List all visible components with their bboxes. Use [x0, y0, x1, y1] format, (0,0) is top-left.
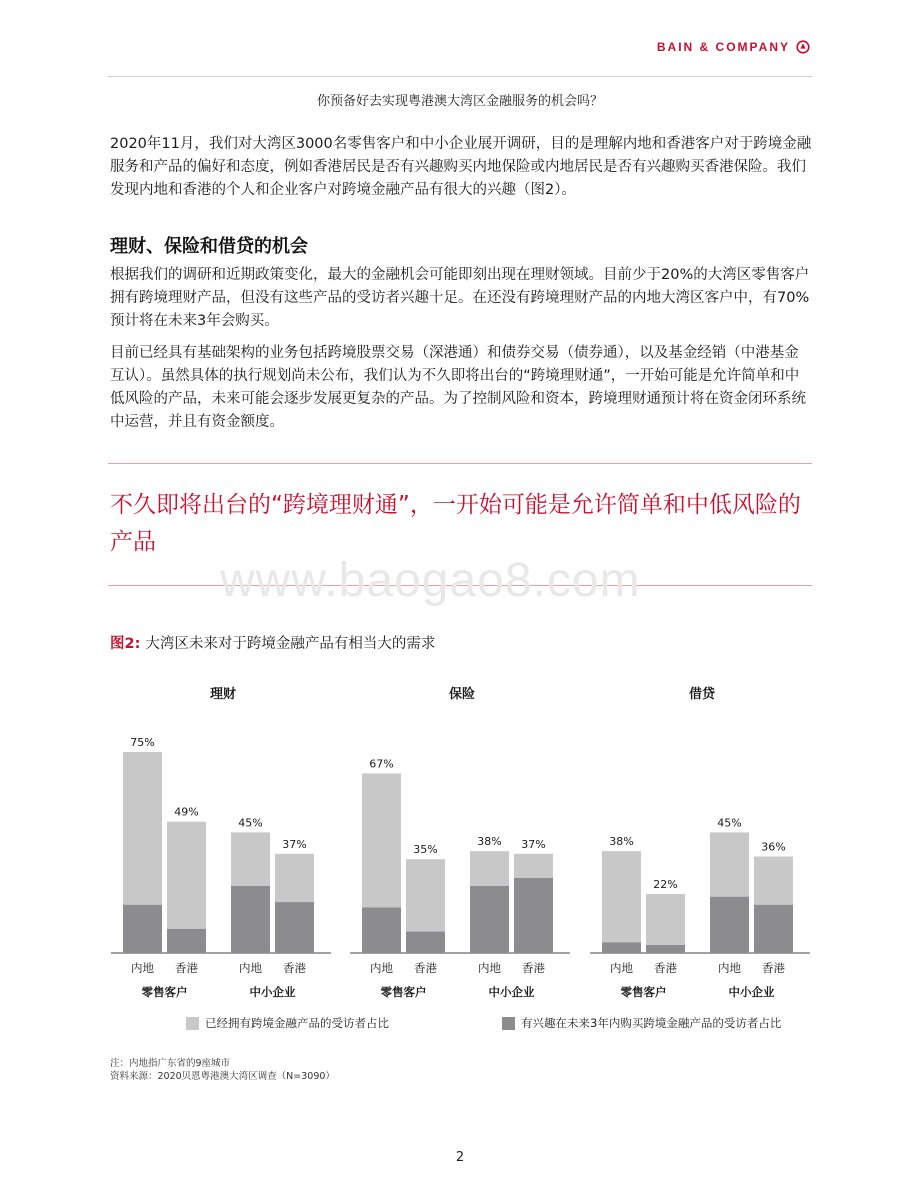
bain-logo-icon	[796, 40, 810, 54]
figure-title-text: 大湾区未来对于跨境金融产品有相当大的需求	[145, 636, 436, 652]
legend-label-owned: 已经拥有跨境金融产品的受访者占比	[205, 1016, 389, 1030]
brand-header	[657, 40, 810, 54]
chart-notes	[110, 1057, 335, 1083]
bar-segment-owned	[646, 945, 685, 953]
bar-category-label: 香港	[414, 961, 437, 975]
source-text: 资料来源：2020贝恩粤港澳大湾区调查（N=3090）	[110, 1071, 335, 1082]
bar-segment-interested	[123, 752, 162, 905]
legend-swatch-owned	[186, 1017, 199, 1030]
bar-value-label: 49%	[174, 805, 199, 819]
legend-label-interested: 有兴趣在未来3年内购买跨境金融产品的受访者占比	[521, 1016, 782, 1030]
bar-category-label: 香港	[283, 961, 306, 975]
header-divider	[108, 76, 812, 77]
bar-segment-owned	[275, 902, 314, 953]
bar-segment-owned	[514, 878, 553, 953]
bar-segment-interested	[754, 857, 793, 905]
bar-segment-interested	[710, 832, 749, 896]
bar-segment-owned	[754, 905, 793, 953]
bar-category-label: 香港	[762, 961, 785, 975]
bar-category-label: 内地	[370, 961, 393, 975]
bar-segment-owned	[470, 886, 509, 953]
legend-owned	[186, 1015, 389, 1031]
bar-value-label: 45%	[717, 816, 742, 830]
bar-segment-interested	[514, 854, 553, 878]
bar-segment-interested	[406, 859, 445, 931]
callout-divider-top	[108, 463, 812, 464]
panel-title: 理财	[209, 687, 237, 702]
bar-value-label: 35%	[413, 843, 438, 857]
bar-segment-interested	[231, 832, 270, 886]
stacked-bar-chart	[0, 660, 920, 1005]
panel-title: 借贷	[688, 687, 716, 702]
bar-segment-owned	[167, 929, 206, 953]
group-label: 零售客户	[141, 985, 188, 999]
body-paragraph-1: 根据我们的调研和近期政策变化，最大的金融机会可能即刻出现在理财领域。目前少于20%的大湾区零售客户拥有跨境理财产品，但没有这些产品的受访者兴趣十足。在还没有跨境理财产品的内地大湾区客户中，有70%预计将在未来3年会购买。	[110, 267, 810, 329]
bar-segment-owned	[362, 907, 401, 953]
intro-paragraph: 2020年11月，我们对大湾区3000名零售客户和中小企业展开调研，目的是理解内地和香港客户对于跨境金融服务和产品的偏好和态度，例如香港居民是否有兴趣购买内地保险或内地居民是否有兴趣购买香港保险。我们发现内地和香港的个人和企业客户对跨境金融产品有很大的兴趣（图2）。	[110, 136, 812, 198]
bar-category-label: 内地	[718, 961, 741, 975]
bar-value-label: 45%	[238, 816, 263, 830]
figure-label: 图2:	[110, 636, 141, 652]
page-number: 2	[455, 1150, 465, 1165]
bar-segment-interested	[602, 851, 641, 942]
bar-segment-interested	[275, 854, 314, 902]
bar-value-label: 37%	[282, 837, 307, 851]
group-label: 零售客户	[380, 985, 427, 999]
bar-category-label: 内地	[610, 961, 633, 975]
bar-segment-owned	[231, 886, 270, 953]
bar-value-label: 38%	[609, 835, 634, 849]
note-text: 注：内地指广东省的9座城市	[110, 1058, 231, 1069]
bar-segment-owned	[602, 942, 641, 953]
bar-value-label: 37%	[521, 837, 546, 851]
bar-segment-owned	[123, 905, 162, 953]
bar-segment-owned	[406, 932, 445, 953]
legend-interested	[502, 1015, 781, 1031]
watermark: www.baogao8.com	[220, 554, 641, 607]
bar-value-label: 36%	[761, 840, 786, 854]
panel-title: 保险	[448, 687, 476, 702]
legend-swatch-interested	[502, 1017, 515, 1030]
bar-value-label: 75%	[130, 736, 155, 749]
bar-value-label: 67%	[369, 757, 394, 771]
bar-value-label: 22%	[653, 878, 678, 892]
body-paragraph-2: 目前已经具有基础架构的业务包括跨境股票交易（深港通）和债券交易（债券通），以及基金经销（中港基金互认）。虽然具体的执行规划尚未公布，我们认为不久即将出台的“跨境理财通”，一开始可能是允许简单和中低风险的产品，未来可能会逐步发展更复杂的产品。为了控制风险和资本，跨境理财通预计将在资金闭环系统中运营，并且有资金额度。	[110, 345, 806, 430]
bar-category-label: 内地	[131, 961, 154, 975]
bar-segment-interested	[362, 773, 401, 907]
bar-category-label: 香港	[522, 961, 545, 975]
section-heading: 理财、保险和借贷的机会	[110, 236, 308, 257]
header-title: 你预备好去实现粤港澳大湾区金融服务的机会吗？	[316, 94, 603, 109]
bar-category-label: 香港	[654, 961, 677, 975]
bar-category-label: 香港	[175, 961, 198, 975]
bar-segment-interested	[167, 822, 206, 929]
bar-segment-owned	[710, 897, 749, 953]
group-label: 中小企业	[728, 985, 775, 999]
brand-name: BAIN & COMPANY	[656, 40, 790, 54]
bar-segment-interested	[646, 894, 685, 945]
bar-value-label: 38%	[477, 835, 502, 849]
bar-category-label: 内地	[478, 961, 501, 975]
group-label: 零售客户	[620, 985, 667, 999]
bar-segment-interested	[470, 851, 509, 886]
group-label: 中小企业	[488, 985, 535, 999]
callout-quote: 不久即将出台的“跨境理财通”，一开始可能是允许简单和中低风险的产品	[110, 492, 801, 555]
figure-title	[110, 632, 435, 653]
group-label: 中小企业	[249, 985, 296, 999]
bar-category-label: 内地	[239, 961, 262, 975]
